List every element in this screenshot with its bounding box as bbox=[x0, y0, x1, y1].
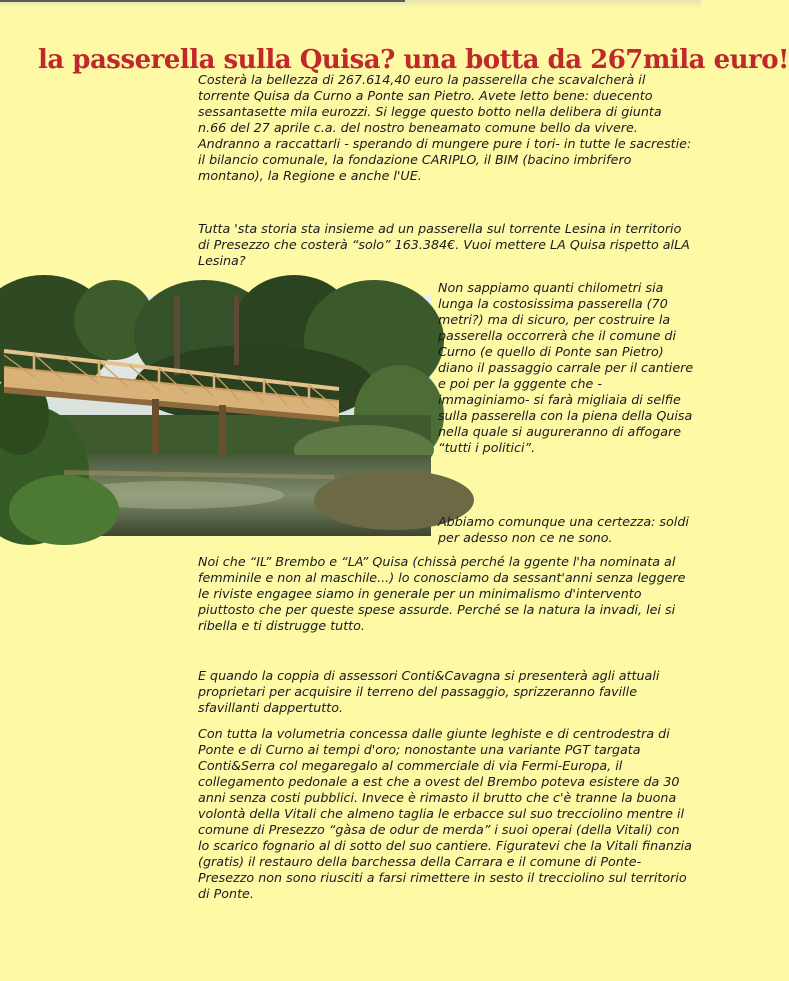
paragraph-brembo: Noi che “IL” Brembo e “LA” Quisa (chissà perché la ggente l'ha nominata al femminile e non al maschile...) lo conosciamo da sessant'anni senza leggere le riviste engagee siamo in generale per un minimalismo d'intervento piuttosto che per queste spese assurde. Perché se la natura la invadi, lei si ribella e ti distrugge tutto. bbox=[198, 554, 686, 633]
paragraph-certainty: Abbiamo comunque una certezza: soldi per adesso non ce ne sono. bbox=[438, 514, 689, 545]
paragraph-volumetria: Con tutta la volumetria concessa dalle giunte leghiste e di centrodestra di Ponte e di Curno ai tempi d'oro; nonostante una variante PGT targata Conti&Serra col megaregalo al commerciale di via Fermi-Europa, il collegamento pedonale a est che a ovest del Brembo poteva esistere da 30 anni senza costi pubblici. Invece è rimasto il brutto che c'è tranne la buona volontà della Vitali che almeno taglia le erbacce sul suo trecciolino mentre il comune di Presezzo “gàsa de odur de merda” i suoi operai (della Vitali) con lo scarico fognario al di sotto del suo cantiere. Figuratevi che la Vitali finanzia (gratis) il restauro della barchessa della Carrara e il comune di Ponte-Presezzo non sono riusciti a farsi rimettere in sesto il trecciolino sul territorio di Ponte. bbox=[198, 726, 692, 901]
page-title: la passerella sulla Quisa? una botta da 267mila euro! bbox=[38, 45, 789, 76]
paragraph-length: Non sappiamo quanti chilometri sia lunga la costosissima passerella (70 metri?) ma di sicuro, per costruire la passerella occorrerà che il comune di Curno (e quello di Ponte san Pietro) diano il passaggio carrale per il cantiere e poi per la gggente che - immaginiamo- si farà migliaia di selfie sulla passerella con la piena della Quisa nella quale si augureranno di affogare “tutti i politici”. bbox=[438, 280, 694, 455]
top-rule bbox=[0, 0, 405, 2]
bridge-photo bbox=[4, 295, 431, 536]
paragraph-cost: Costerà la bellezza di 267.614,40 euro la passerella che scavalcherà il torrente Quisa da Curno a Ponte san Pietro. Avete letto bene: duecento sessantasette mila eurozzi. Si legge questo botto nella delibera di giunta n.66 del 27 aprile c.a. del nostro beneamato comune bello da vivere. Andranno a raccattarli - sperando di mungere pure i tori- in tutte le sacrestie: il bilancio comunale, la fondazione CARIPLO, il BIM (bacino imbrifero montano), la Regione e anche l'UE. bbox=[198, 72, 692, 183]
paragraph-lesina: Tutta 'sta storia sta insieme ad un passerella sul torrente Lesina in territorio di Presezzo che costerà “solo” 163.384€. Vuoi mettere LA Quisa rispetto alLA Lesina? bbox=[198, 221, 690, 268]
paragraph-assessori: E quando la coppia di assessori Conti&Cavagna si presenterà agli attuali proprietari per acquisire il terreno del passaggio, sprizzeranno faville sfavillanti dappertutto. bbox=[198, 668, 660, 715]
